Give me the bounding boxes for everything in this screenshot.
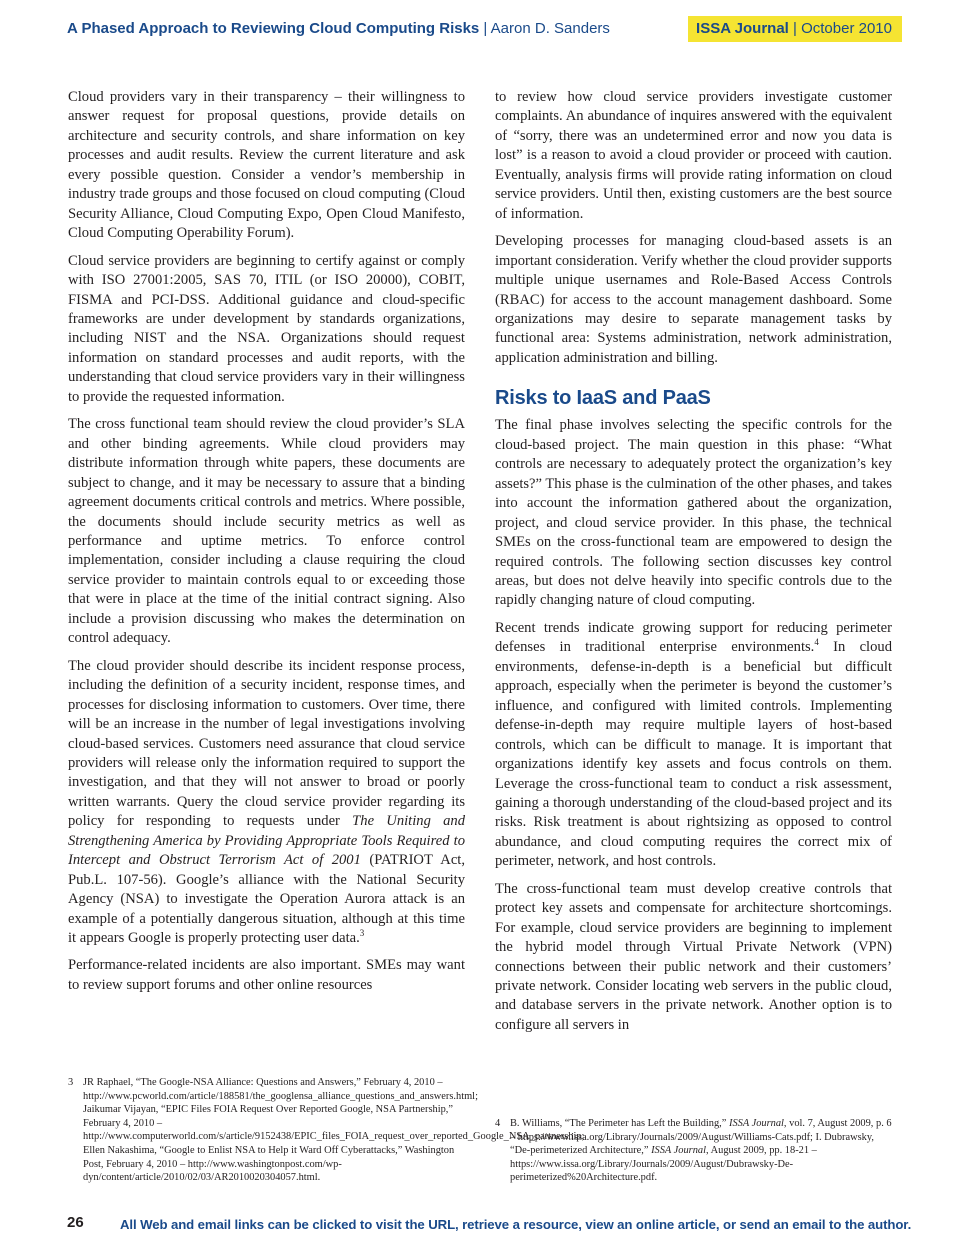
footnote-text-part: , August 2009, pp. 18-21 – https://www.issa.org/Library/Journals/2009/August/Dubrawsky-De-perimeterized%20Architecture.pdf.: [510, 1145, 817, 1184]
paragraph: Cloud providers vary in their transparency – their willingness to answer request for proposal questions, provide details on architecture and security controls, and share information on key processes and audit results. Review the current literature and ask every possible question. Consider a vendor’s membership in industry trade groups and those focused on cloud computing (Cloud Security Alliance, Cloud Computing Expo, Open Cloud Manifesto, Cloud Computing Operability Forum).: [68, 89, 465, 242]
journal-name-italic: ISSA Journal: [651, 1145, 706, 1157]
paragraph: The cross functional team should review the cloud provider’s SLA and other binding agreements. While cloud providers may distribute information through white papers, these documents are subject to change, and it may be necessary to assure that a binding agreement documents critical controls and metrics. Where possible, the documents should include security metrics as well as performance and uptime metrics. To enforce control implementation, consider including a clause requiring the cloud service provider to maintain controls equal to or exceeding those that were in place at the time of the initial contract signing. Also include a provision discussing who makes the determination on control adequacy.: [68, 416, 465, 647]
paragraph: Cloud service providers are beginning to certify against or comply with ISO 27001:2005, SAS 70, ITIL (or ISO 20000), COBIT, FISMA and PCI-DSS. Additional guidance and cloud-specific frameworks are under development by standards organizations, including NIST and the NSA. Organizations should request information on standard processes and audit reports, with the understanding that cloud service providers vary in their willingness to provide the requested information.: [68, 252, 465, 405]
left-column: [68, 88, 465, 1003]
paragraph: The final phase involves selecting the specific controls for the cloud-based project. The main question in this phase: “What controls are necessary to adequately protect the organization’s key assets?” This phase is the culmination of the other phases, and takes into account the information gathered about the organization, project, and cloud service provider. In this phase, the technical SMEs on the cross-functional team are empowered to design the required controls. The following section discusses key control areas, but does not delve heavily into specific controls due to the rapidly changing nature of cloud computing.: [495, 417, 892, 609]
footer-links-note: All Web and email links can be clicked to visit the URL, retrieve a resource, view an online article, or send an email to the author.: [120, 1217, 912, 1232]
header-author: Aaron D. Sanders: [490, 20, 610, 37]
footnote-ref-4[interactable]: 4: [814, 637, 819, 648]
paragraph: Performance-related incidents are also important. SMEs may want to review support forums and other online resources: [68, 957, 465, 993]
header-journal-badge: [688, 16, 902, 42]
paragraph: [68, 657, 465, 949]
header-journal-name: ISSA Journal: [696, 20, 789, 37]
paragraph: The cross-functional team must develop creative controls that protect key assets and compensate for architecture shortcomings. For example, cloud service providers are beginning to implement the hybrid model through Virtual Private Network (VPN) connections between their public network and their customers’ private network. Consider locating web servers in the public cloud, and database servers in the private network. Another option is to configure all servers in: [495, 880, 892, 1033]
paragraph-text: The cloud provider should describe its incident response process, including the definition of a security incident, response times, and processes for disclosing information to customers. Over time, there will be an increase in the number of legal investigations involving cloud-based services. Customers need assurance that cloud service providers will release only the information required to support the investigation, and that they will not answer to broad or poorly written warrants. Query the cloud service provider regarding its policy for responding to requests under: [68, 657, 465, 830]
header-article-info: [67, 16, 610, 42]
footnote-text-part: , vol. 7, August 2009, p. 6 – https://www.issa.org/Library/Journals/2009/August/Williams-Cats.pdf; I. Dubrawsky, “De-perimeterized Architecture,”: [510, 1118, 892, 1157]
header-issue: October 2010: [801, 20, 892, 37]
footnote-3: [68, 1076, 585, 1185]
journal-name-italic: ISSA Journal: [728, 1118, 784, 1129]
section-heading: Risks to IaaS and PaaS: [495, 387, 711, 410]
footnote-text[interactable]: JR Raphael, “The Google-NSA Alliance: Questions and Answers,” February 4, 2010 – http://www.pcworld.com/article/188581/the_googlensa_alliance_questions_and_answers.html; Jaikumar Vijayan, “EPIC Files FOIA Request Over Reported Google, NSA Partnership,” February 4, 2010 – http://www.computerworld.com/s/article/9152438/EPIC_files_FOIA_request_over_reported_Google_NSA_partnership; Ellen Nakashima, “Google to Enlist NSA to Help it Ward Off Cyberattacks,” Washington Post, February 4, 2010 – http://www.washingtonpost.com/wp-dyn/content/article/2010/02/03/AR2010020304057.html.: [83, 1077, 585, 1184]
paragraph: Developing processes for managing cloud-based assets is an important consideration. Verify whether the cloud provider supports multiple unique usernames and Role-Based Access Controls (RBAC) for access to the account management dashboard. Some organizations may desire to separate management tasks by functional area: Systems administration, network administration, application administration and billing.: [495, 233, 892, 366]
header-separator-2: |: [788, 20, 802, 37]
footnote-number: 4: [495, 1118, 501, 1129]
header-separator: |: [479, 20, 491, 37]
right-column: [495, 88, 892, 1043]
paragraph: [495, 619, 892, 872]
paragraph-text: In cloud environments, defense-in-depth is a beneficial but difficult approach, especially when the perimeter is beyond the customer’s influence, and configured with limited controls. Implementing defense-in-depth may require multiple layers of host-based controls, which can be difficult to manage. It is important that organizations identify key assets and focus controls on them. Leverage the cross-functional team to conduct a risk assessment, gaining a thorough understanding of the cloud-based project and its risks. Risk treatment is about rightsizing as opposed to control abundance, and cloud computing requires the correct mix of perimeter, network, and host controls.: [495, 639, 892, 870]
footnote-text[interactable]: [495, 1117, 892, 1185]
footnote-4: [495, 1117, 892, 1185]
footnote-ref-3[interactable]: 3: [359, 928, 365, 939]
running-header: [58, 16, 902, 42]
paragraph-text: Recent trends indicate growing support for reducing perimeter defenses in traditional enterprise environments.: [495, 619, 892, 656]
footnote-number: 3: [68, 1077, 74, 1088]
paragraph: to review how cloud service providers investigate customer complaints. An abundance of inquires answered with the equivalent of “sorry, there was an undetermined error and now you data is lost” is a reason to avoid a cloud provider or proceed with caution. Eventually, analysis firms will provide rating information on cloud service providers. Until then, existing customers are the best source of information.: [495, 89, 892, 222]
act-title: The Uniting and Strengthening America by Providing Appropriate Tools Required to Intercept and Obstruct Terrorism Act of 2001: [68, 813, 465, 869]
page-number: 26: [67, 1214, 84, 1231]
paragraph-text: (PATRIOT Act, Pub.L. 107-56). Google’s alliance with the National Security Agency (NSA) to investigate the Operation Aurora attack is an example of a potentially dangerous situation, although at this time it appears Google is properly protecting user data.: [68, 852, 465, 947]
header-article-title: A Phased Approach to Reviewing Cloud Computing Risks: [67, 20, 480, 37]
footnote-text-part: B. Williams, “The Perimeter has Left the Building,”: [510, 1118, 729, 1129]
